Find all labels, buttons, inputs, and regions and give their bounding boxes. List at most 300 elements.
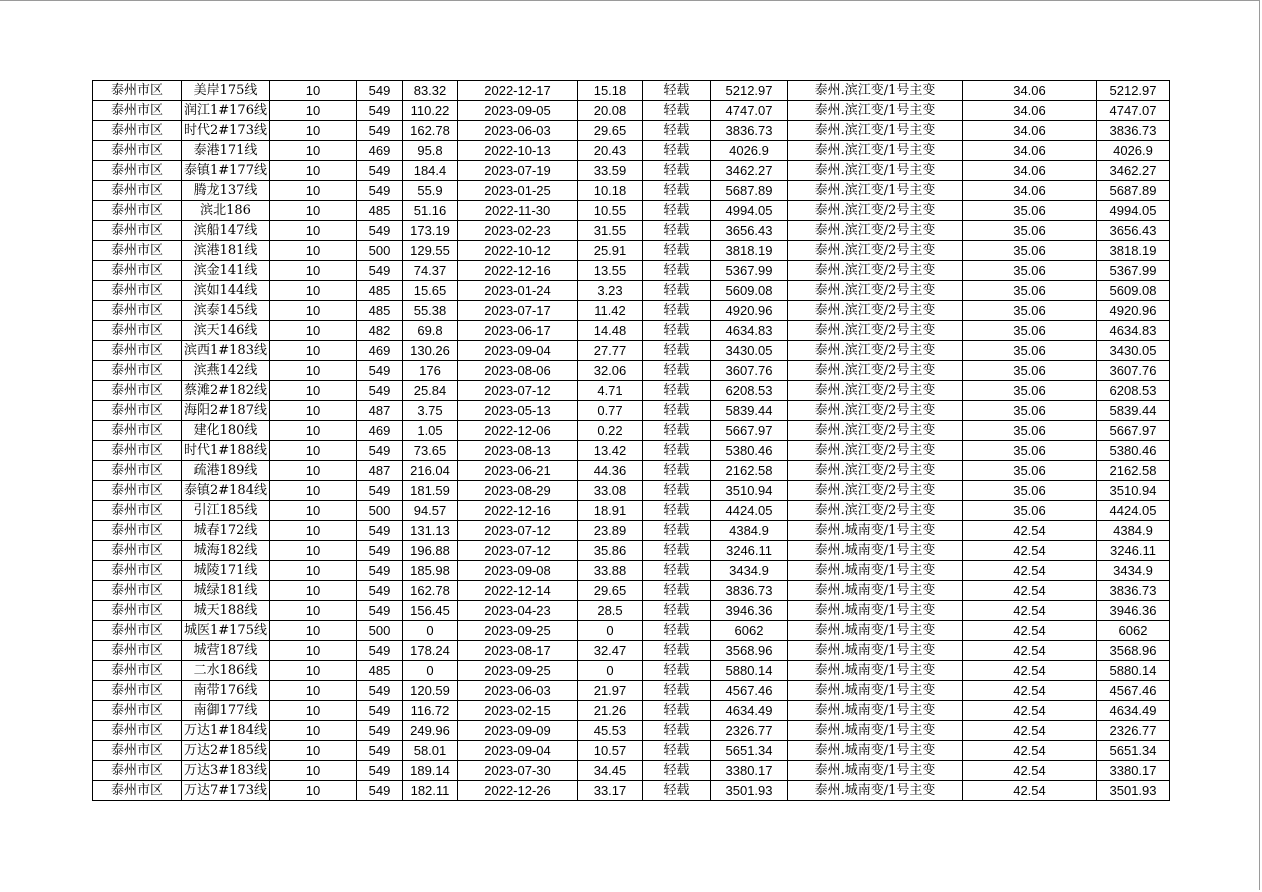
transformer-cell: 泰州.滨江变/2号主变: [788, 321, 963, 341]
load-rate-cell: 14.48: [578, 321, 643, 341]
available-capacity-cell: 5687.89: [1097, 181, 1170, 201]
voltage-cell: 10: [270, 261, 357, 281]
load-rate-cell: 33.59: [578, 161, 643, 181]
margin-cell: 2326.77: [711, 721, 788, 741]
load-cell: 0: [403, 621, 458, 641]
line-name-cell: 万达3#183线: [182, 761, 270, 781]
table-row: [93, 521, 1170, 541]
date-cell: 2022-12-16: [458, 261, 578, 281]
region-cell: 泰州市区: [93, 481, 182, 501]
load-status-cell: 轻载: [643, 621, 711, 641]
voltage-cell: 10: [270, 161, 357, 181]
line-name-cell: 建化180线: [182, 421, 270, 441]
load-rate-cell: 13.55: [578, 261, 643, 281]
load-status-cell: 轻载: [643, 181, 711, 201]
line-name-cell: 引江185线: [182, 501, 270, 521]
voltage-cell: 10: [270, 401, 357, 421]
table-row: [93, 381, 1170, 401]
load-cell: 74.37: [403, 261, 458, 281]
line-name-cell: 万达2#185线: [182, 741, 270, 761]
load-status-cell: 轻载: [643, 321, 711, 341]
region-cell: 泰州市区: [93, 301, 182, 321]
transformer-rate-cell: 34.06: [963, 161, 1097, 181]
line-name-cell: 城医1#175线: [182, 621, 270, 641]
capacity-cell: 549: [357, 761, 403, 781]
available-capacity-cell: 3380.17: [1097, 761, 1170, 781]
capacity-cell: 549: [357, 541, 403, 561]
available-capacity-cell: 4747.07: [1097, 101, 1170, 121]
load-status-cell: 轻载: [643, 141, 711, 161]
available-capacity-cell: 3430.05: [1097, 341, 1170, 361]
line-name-cell: 泰港171线: [182, 141, 270, 161]
available-capacity-cell: 4567.46: [1097, 681, 1170, 701]
transformer-cell: 泰州.滨江变/2号主变: [788, 421, 963, 441]
available-capacity-cell: 5651.34: [1097, 741, 1170, 761]
voltage-cell: 10: [270, 681, 357, 701]
region-cell: 泰州市区: [93, 441, 182, 461]
transformer-rate-cell: 35.06: [963, 341, 1097, 361]
transformer-rate-cell: 34.06: [963, 81, 1097, 101]
margin-cell: 4424.05: [711, 501, 788, 521]
available-capacity-cell: 5609.08: [1097, 281, 1170, 301]
margin-cell: 3656.43: [711, 221, 788, 241]
region-cell: 泰州市区: [93, 601, 182, 621]
load-status-cell: 轻载: [643, 161, 711, 181]
margin-cell: 3434.9: [711, 561, 788, 581]
load-rate-cell: 20.08: [578, 101, 643, 121]
table-row: [93, 621, 1170, 641]
region-cell: 泰州市区: [93, 81, 182, 101]
load-status-cell: 轻载: [643, 661, 711, 681]
available-capacity-cell: 5839.44: [1097, 401, 1170, 421]
table-row: [93, 161, 1170, 181]
transformer-cell: 泰州.滨江变/2号主变: [788, 241, 963, 261]
region-cell: 泰州市区: [93, 101, 182, 121]
capacity-cell: 485: [357, 201, 403, 221]
date-cell: 2023-09-25: [458, 661, 578, 681]
load-cell: 73.65: [403, 441, 458, 461]
table-row: [93, 501, 1170, 521]
date-cell: 2023-08-06: [458, 361, 578, 381]
region-cell: 泰州市区: [93, 461, 182, 481]
line-name-cell: 南带176线: [182, 681, 270, 701]
load-cell: 184.4: [403, 161, 458, 181]
capacity-cell: 487: [357, 401, 403, 421]
load-status-cell: 轻载: [643, 781, 711, 801]
available-capacity-cell: 3818.19: [1097, 241, 1170, 261]
transformer-rate-cell: 42.54: [963, 721, 1097, 741]
capacity-cell: 500: [357, 621, 403, 641]
capacity-cell: 487: [357, 461, 403, 481]
load-rate-cell: 28.5: [578, 601, 643, 621]
date-cell: 2023-06-03: [458, 681, 578, 701]
transformer-cell: 泰州.滨江变/2号主变: [788, 381, 963, 401]
voltage-cell: 10: [270, 581, 357, 601]
load-cell: 130.26: [403, 341, 458, 361]
transformer-rate-cell: 35.06: [963, 461, 1097, 481]
transformer-cell: 泰州.滨江变/2号主变: [788, 461, 963, 481]
table-row: [93, 781, 1170, 801]
load-cell: 51.16: [403, 201, 458, 221]
date-cell: 2023-09-09: [458, 721, 578, 741]
margin-cell: 5880.14: [711, 661, 788, 681]
load-status-cell: 轻载: [643, 421, 711, 441]
line-name-cell: 城营187线: [182, 641, 270, 661]
transformer-cell: 泰州.城南变/1号主变: [788, 781, 963, 801]
table-row: [93, 401, 1170, 421]
margin-cell: 3246.11: [711, 541, 788, 561]
transformer-cell: 泰州.滨江变/1号主变: [788, 181, 963, 201]
load-cell: 120.59: [403, 681, 458, 701]
voltage-cell: 10: [270, 141, 357, 161]
capacity-cell: 549: [357, 481, 403, 501]
date-cell: 2023-09-04: [458, 741, 578, 761]
table-row: [93, 241, 1170, 261]
voltage-cell: 10: [270, 621, 357, 641]
table-row: [93, 321, 1170, 341]
available-capacity-cell: 4994.05: [1097, 201, 1170, 221]
table-row: [93, 581, 1170, 601]
load-cell: 189.14: [403, 761, 458, 781]
available-capacity-cell: 5667.97: [1097, 421, 1170, 441]
available-capacity-cell: 5212.97: [1097, 81, 1170, 101]
line-name-cell: 万达1#184线: [182, 721, 270, 741]
date-cell: 2023-07-17: [458, 301, 578, 321]
load-cell: 185.98: [403, 561, 458, 581]
available-capacity-cell: 3434.9: [1097, 561, 1170, 581]
line-name-cell: 滨天146线: [182, 321, 270, 341]
load-cell: 116.72: [403, 701, 458, 721]
capacity-cell: 549: [357, 561, 403, 581]
capacity-cell: 500: [357, 241, 403, 261]
margin-cell: 3430.05: [711, 341, 788, 361]
load-status-cell: 轻载: [643, 461, 711, 481]
load-cell: 156.45: [403, 601, 458, 621]
load-status-cell: 轻载: [643, 721, 711, 741]
date-cell: 2023-09-05: [458, 101, 578, 121]
transformer-rate-cell: 35.06: [963, 301, 1097, 321]
region-cell: 泰州市区: [93, 261, 182, 281]
transformer-cell: 泰州.滨江变/2号主变: [788, 401, 963, 421]
table-row: [93, 541, 1170, 561]
load-cell: 58.01: [403, 741, 458, 761]
voltage-cell: 10: [270, 441, 357, 461]
margin-cell: 4634.49: [711, 701, 788, 721]
date-cell: 2022-11-30: [458, 201, 578, 221]
date-cell: 2023-08-29: [458, 481, 578, 501]
date-cell: 2023-02-15: [458, 701, 578, 721]
transformer-cell: 泰州.滨江变/2号主变: [788, 201, 963, 221]
load-cell: 95.8: [403, 141, 458, 161]
load-rate-cell: 35.86: [578, 541, 643, 561]
date-cell: 2023-06-03: [458, 121, 578, 141]
margin-cell: 5651.34: [711, 741, 788, 761]
region-cell: 泰州市区: [93, 701, 182, 721]
transformer-cell: 泰州.城南变/1号主变: [788, 681, 963, 701]
load-rate-cell: 31.55: [578, 221, 643, 241]
transformer-cell: 泰州.滨江变/2号主变: [788, 501, 963, 521]
load-cell: 182.11: [403, 781, 458, 801]
load-status-cell: 轻载: [643, 501, 711, 521]
load-rate-cell: 29.65: [578, 581, 643, 601]
region-cell: 泰州市区: [93, 741, 182, 761]
transformer-rate-cell: 34.06: [963, 141, 1097, 161]
load-rate-cell: 10.57: [578, 741, 643, 761]
region-cell: 泰州市区: [93, 641, 182, 661]
load-cell: 55.38: [403, 301, 458, 321]
date-cell: 2023-09-04: [458, 341, 578, 361]
voltage-cell: 10: [270, 521, 357, 541]
voltage-cell: 10: [270, 701, 357, 721]
voltage-cell: 10: [270, 721, 357, 741]
line-name-cell: 南御177线: [182, 701, 270, 721]
line-name-cell: 时代1#188线: [182, 441, 270, 461]
load-rate-cell: 32.47: [578, 641, 643, 661]
transformer-rate-cell: 42.54: [963, 701, 1097, 721]
voltage-cell: 10: [270, 201, 357, 221]
region-cell: 泰州市区: [93, 241, 182, 261]
margin-cell: 3380.17: [711, 761, 788, 781]
table-row: [93, 141, 1170, 161]
load-status-cell: 轻载: [643, 581, 711, 601]
load-status-cell: 轻载: [643, 81, 711, 101]
date-cell: 2022-10-12: [458, 241, 578, 261]
region-cell: 泰州市区: [93, 161, 182, 181]
available-capacity-cell: 5367.99: [1097, 261, 1170, 281]
available-capacity-cell: 2162.58: [1097, 461, 1170, 481]
load-rate-cell: 0: [578, 661, 643, 681]
table-row: [93, 201, 1170, 221]
table-row: [93, 281, 1170, 301]
region-cell: 泰州市区: [93, 781, 182, 801]
margin-cell: 5839.44: [711, 401, 788, 421]
line-name-cell: 滨港181线: [182, 241, 270, 261]
transformer-cell: 泰州.滨江变/2号主变: [788, 221, 963, 241]
line-name-cell: 城春172线: [182, 521, 270, 541]
capacity-cell: 469: [357, 141, 403, 161]
transformer-rate-cell: 42.54: [963, 601, 1097, 621]
line-name-cell: 滨船147线: [182, 221, 270, 241]
voltage-cell: 10: [270, 301, 357, 321]
transformer-rate-cell: 35.06: [963, 241, 1097, 261]
margin-cell: 4634.83: [711, 321, 788, 341]
transformer-rate-cell: 35.06: [963, 321, 1097, 341]
table-row: [93, 221, 1170, 241]
table-row: [93, 721, 1170, 741]
voltage-cell: 10: [270, 761, 357, 781]
capacity-cell: 549: [357, 441, 403, 461]
capacity-cell: 500: [357, 501, 403, 521]
load-rate-cell: 34.45: [578, 761, 643, 781]
line-name-cell: 泰镇2#184线: [182, 481, 270, 501]
table-row: [93, 301, 1170, 321]
line-name-cell: 城天188线: [182, 601, 270, 621]
voltage-cell: 10: [270, 281, 357, 301]
transformer-rate-cell: 35.06: [963, 361, 1097, 381]
line-name-cell: 美岸175线: [182, 81, 270, 101]
available-capacity-cell: 3501.93: [1097, 781, 1170, 801]
load-rate-cell: 32.06: [578, 361, 643, 381]
date-cell: 2023-05-13: [458, 401, 578, 421]
load-rate-cell: 33.17: [578, 781, 643, 801]
load-rate-cell: 33.08: [578, 481, 643, 501]
load-status-cell: 轻载: [643, 681, 711, 701]
capacity-cell: 549: [357, 121, 403, 141]
transformer-rate-cell: 42.54: [963, 581, 1097, 601]
table-row: [93, 81, 1170, 101]
region-cell: 泰州市区: [93, 341, 182, 361]
region-cell: 泰州市区: [93, 281, 182, 301]
table-row: [93, 681, 1170, 701]
date-cell: 2023-07-19: [458, 161, 578, 181]
region-cell: 泰州市区: [93, 621, 182, 641]
load-cell: 162.78: [403, 581, 458, 601]
capacity-cell: 549: [357, 701, 403, 721]
available-capacity-cell: 5880.14: [1097, 661, 1170, 681]
voltage-cell: 10: [270, 781, 357, 801]
region-cell: 泰州市区: [93, 681, 182, 701]
transformer-cell: 泰州.滨江变/2号主变: [788, 281, 963, 301]
capacity-cell: 549: [357, 681, 403, 701]
table-row: [93, 641, 1170, 661]
date-cell: 2023-06-17: [458, 321, 578, 341]
line-name-cell: 滨燕142线: [182, 361, 270, 381]
transformer-cell: 泰州.滨江变/2号主变: [788, 341, 963, 361]
transformer-rate-cell: 35.06: [963, 221, 1097, 241]
transformer-rate-cell: 35.06: [963, 441, 1097, 461]
date-cell: 2022-12-17: [458, 81, 578, 101]
table-body: [93, 81, 1170, 801]
transformer-rate-cell: 42.54: [963, 621, 1097, 641]
load-status-cell: 轻载: [643, 281, 711, 301]
margin-cell: 4747.07: [711, 101, 788, 121]
available-capacity-cell: 4634.49: [1097, 701, 1170, 721]
load-status-cell: 轻载: [643, 741, 711, 761]
load-cell: 25.84: [403, 381, 458, 401]
region-cell: 泰州市区: [93, 501, 182, 521]
transformer-cell: 泰州.滨江变/2号主变: [788, 261, 963, 281]
transformer-rate-cell: 35.06: [963, 481, 1097, 501]
load-status-cell: 轻载: [643, 121, 711, 141]
region-cell: 泰州市区: [93, 541, 182, 561]
margin-cell: 5687.89: [711, 181, 788, 201]
margin-cell: 3607.76: [711, 361, 788, 381]
voltage-cell: 10: [270, 381, 357, 401]
transformer-rate-cell: 42.54: [963, 521, 1097, 541]
table-row: [93, 441, 1170, 461]
voltage-cell: 10: [270, 181, 357, 201]
date-cell: 2023-08-17: [458, 641, 578, 661]
region-cell: 泰州市区: [93, 321, 182, 341]
capacity-cell: 549: [357, 601, 403, 621]
load-rate-cell: 45.53: [578, 721, 643, 741]
line-name-cell: 泰镇1#177线: [182, 161, 270, 181]
load-cell: 162.78: [403, 121, 458, 141]
table-row: [93, 121, 1170, 141]
transformer-cell: 泰州.滨江变/1号主变: [788, 141, 963, 161]
load-rate-cell: 13.42: [578, 441, 643, 461]
available-capacity-cell: 2326.77: [1097, 721, 1170, 741]
region-cell: 泰州市区: [93, 761, 182, 781]
date-cell: 2022-12-16: [458, 501, 578, 521]
available-capacity-cell: 3656.43: [1097, 221, 1170, 241]
region-cell: 泰州市区: [93, 721, 182, 741]
capacity-cell: 549: [357, 361, 403, 381]
transformer-cell: 泰州.城南变/1号主变: [788, 621, 963, 641]
load-status-cell: 轻载: [643, 601, 711, 621]
transformer-rate-cell: 42.54: [963, 661, 1097, 681]
table-row: [93, 701, 1170, 721]
load-rate-cell: 21.26: [578, 701, 643, 721]
load-status-cell: 轻载: [643, 641, 711, 661]
margin-cell: 2162.58: [711, 461, 788, 481]
voltage-cell: 10: [270, 541, 357, 561]
transformer-rate-cell: 35.06: [963, 201, 1097, 221]
line-name-cell: 城陵171线: [182, 561, 270, 581]
transformer-rate-cell: 42.54: [963, 781, 1097, 801]
transformer-cell: 泰州.滨江变/2号主变: [788, 301, 963, 321]
margin-cell: 3510.94: [711, 481, 788, 501]
load-status-cell: 轻载: [643, 561, 711, 581]
margin-cell: 4384.9: [711, 521, 788, 541]
date-cell: 2023-07-12: [458, 381, 578, 401]
voltage-cell: 10: [270, 561, 357, 581]
line-name-cell: 二水186线: [182, 661, 270, 681]
date-cell: 2023-07-30: [458, 761, 578, 781]
date-cell: 2022-12-26: [458, 781, 578, 801]
date-cell: 2023-08-13: [458, 441, 578, 461]
margin-cell: 5609.08: [711, 281, 788, 301]
load-rate-cell: 29.65: [578, 121, 643, 141]
available-capacity-cell: 3836.73: [1097, 581, 1170, 601]
margin-cell: 4026.9: [711, 141, 788, 161]
capacity-cell: 469: [357, 421, 403, 441]
capacity-cell: 549: [357, 781, 403, 801]
transformer-rate-cell: 35.06: [963, 381, 1097, 401]
line-name-cell: 疏港189线: [182, 461, 270, 481]
capacity-cell: 549: [357, 101, 403, 121]
line-name-cell: 海阳2#187线: [182, 401, 270, 421]
capacity-cell: 549: [357, 261, 403, 281]
voltage-cell: 10: [270, 121, 357, 141]
available-capacity-cell: 4424.05: [1097, 501, 1170, 521]
load-rate-cell: 10.18: [578, 181, 643, 201]
load-status-cell: 轻载: [643, 761, 711, 781]
margin-cell: 5367.99: [711, 261, 788, 281]
date-cell: 2023-06-21: [458, 461, 578, 481]
transformer-rate-cell: 42.54: [963, 541, 1097, 561]
load-status-cell: 轻载: [643, 441, 711, 461]
transformer-rate-cell: 42.54: [963, 641, 1097, 661]
line-name-cell: 润江1#176线: [182, 101, 270, 121]
table-row: [93, 421, 1170, 441]
load-status-cell: 轻载: [643, 201, 711, 221]
available-capacity-cell: 5380.46: [1097, 441, 1170, 461]
margin-cell: 3946.36: [711, 601, 788, 621]
transformer-cell: 泰州.城南变/1号主变: [788, 701, 963, 721]
load-rate-cell: 27.77: [578, 341, 643, 361]
transformer-rate-cell: 42.54: [963, 761, 1097, 781]
region-cell: 泰州市区: [93, 221, 182, 241]
voltage-cell: 10: [270, 221, 357, 241]
load-rate-cell: 11.42: [578, 301, 643, 321]
table-row: [93, 761, 1170, 781]
date-cell: 2023-01-24: [458, 281, 578, 301]
date-cell: 2022-12-06: [458, 421, 578, 441]
capacity-cell: 549: [357, 161, 403, 181]
capacity-cell: 549: [357, 521, 403, 541]
capacity-cell: 549: [357, 581, 403, 601]
